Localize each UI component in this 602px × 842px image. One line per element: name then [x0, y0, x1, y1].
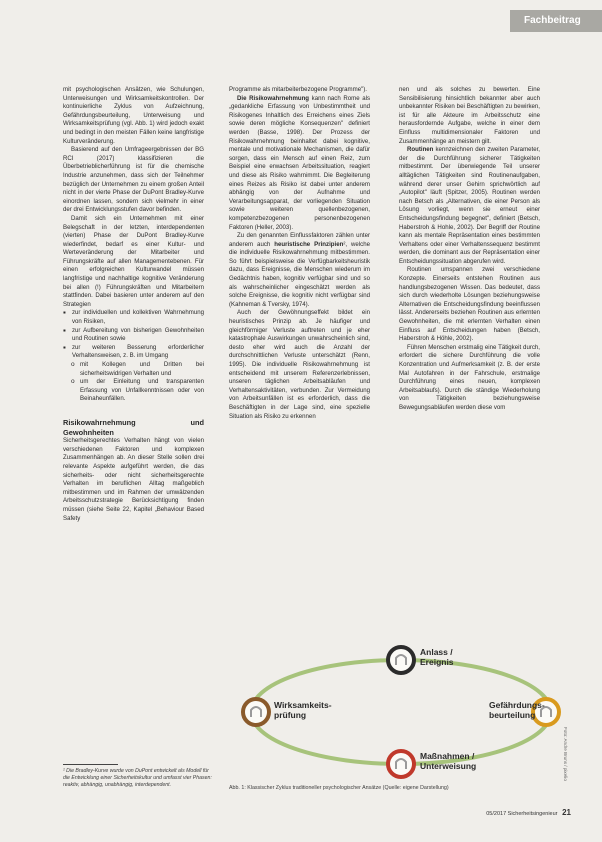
- cycle-node: [388, 751, 476, 777]
- col2-paragraph-2: [229, 95, 370, 233]
- col1-paragraph-1: mit psychologischen Ansätzen, wie Schulungen, Unterweisungen und Wirksamkeitskontrollen. Der kontinuierliche Zyklus von Aufzeichnung, Gefährdungsbeurteilung, Unterweisung und Wirksamkeitsprüfung (vgl. Abb. 1) wird jedoch exakt und bedingt in den meisten Fällen keine langfristige Kulturveränderung.: [63, 86, 204, 145]
- photo-credit: Foto: Andre Bruns / pixelio: [563, 727, 568, 781]
- column-3: [399, 86, 540, 413]
- column-2: [229, 86, 370, 421]
- section-heading: Risikowahrnehmung und Gewohnheiten: [63, 417, 204, 437]
- footnote-rule: [63, 764, 118, 765]
- section-tab: Fachbeitrag: [510, 10, 602, 32]
- sub-bullet-item: o um der Einleitung und transparenten Erfassung von Unfallkenntnissen oder von Beinaheunfällen.: [63, 378, 204, 404]
- col1-paragraph-3: Damit sich ein Unternehmen mit einer Belegschaft in der letzten, interdependenten (vierten) Phase der DuPont Bradley-Kurve wiederfindet, bedarf es einer Kultur- und Werteveränderung der Mitarbeiter und Führungskräfte auf allen Managementebenen. Für einen erfolgreichen Kulturwandel müssen langfristige und nachhaltige kognitive Veränderung bei allen (!) Führungskräften und Mitarbeitern stattfinden. Dabei basieren unter anderem auf den Strategien: [63, 214, 204, 308]
- cycle-node-circle: [388, 751, 414, 777]
- cycle-node-label: Unterweisung: [420, 761, 477, 771]
- cycle-node-label: Gefährdungs-: [489, 700, 545, 710]
- cycle-node: [489, 699, 559, 725]
- cycle-node-circle: [243, 699, 269, 725]
- col2-paragraph-3-text: ², welche die individuelle Risikowahrnehmung mitbestimmen. So führt beispielsweise die Verfügbarkeitsheuristik dazu, dass Ereignisse, die Menschen wiederum im Gedächtnis haben, kognitiv verfügbar sind und so als wahrscheinlicher eingeschätzt werden als solche Ereignisse, die kognitiv nicht verfügbar sind (Kahneman & Tversky, 1974).: [229, 240, 371, 308]
- col2-paragraph-3: [229, 232, 370, 309]
- cycle-node-label: prüfung: [274, 710, 307, 720]
- figure-caption: Abb. 1: Klassischer Zyklus traditioneller psychologischer Ansätze (Quelle: eigene Darstellung): [229, 785, 449, 791]
- col3-paragraph-2: [399, 146, 540, 266]
- col3-paragraph-3: Routinen umspannen zwei verschiedene Konzepte. Einerseits entstehen Routinen aus handlungsbezogenen Wissen. Das bedeutet, dass sich durch wiederholte Lösungen beziehungsweise Alternativen die Entscheidungsfindung beeinflussen lässt. Andererseits beziehen Routinen aus erlernten Gewohnheiten, die mit erlernten Verhalten einen Einfluss auf Entscheidungen haben (Betsch, Haberstroh & Höhle, 2002).: [399, 266, 540, 343]
- footnote: ¹ Die Bradley-Kurve wurde von DuPont entwickelt als Modell für die Entwicklung einer Sicherheitskultur und umfasst vier Phasen: reaktiv, abhängig, unabhängig, interdependent.: [63, 768, 212, 788]
- cycle-node-label: Ereignis: [420, 657, 454, 667]
- column-1: [63, 86, 204, 523]
- page-number: 21: [562, 808, 571, 817]
- col1-paragraph-4: Sicherheitsgerechtes Verhalten hängt von vielen verschiedenen Faktoren und komplexen Zusammenhängen ab. An dieser Stelle sollen drei relevante Aspekte aufgeführt werden, die das sicherheits- oder nicht sicherheitsgerechte Verhalten im beruflichen Alltag maßgeblich mitbestimmen und im Rahmen der umwälzenden Arbeitsschutzstrategie Berücksichtigung finden müssen (siehe Seite 22, Kapitel „Behaviour Based Safety: [63, 437, 204, 522]
- col2-paragraph-3-pre: Zu den genannten Einflussfaktoren zählen unter anderem auch: [229, 232, 370, 248]
- term-risikowahrnehmung: Die Risikowahrnehmung: [237, 94, 310, 102]
- col2-paragraph-2-text: kann nach Rome als „gedankliche Erfassung von Unbestimmtheit und Risikogenes Inhaltlich des Erreichens eines Ziels sowie deren mögliche Konsequenzen" definiert werden (Basse, 1998). Der Prozess der Risikowahrnehmung beinhaltet dabei kognitive, mentale und motivationale Mechanismen, die dafür sorgen, dass ein Mensch auf einen Reiz, zum Beispiel eine erwachsen Arbeitssituation, reagiert und diese als Risiko wahrnimmt. Die Begleiterung eines Reizes als Risiko ist dabei unter anderem abhängig von der Aufnahme und Verarbeitungsapparat, der vorliegenden Situation sowie weiteren quellenbezogenen, kompetenzbezogenen personenbezogenen Faktoren (Heller, 2003).: [229, 94, 371, 231]
- col3-paragraph-1: nen und als solches zu bewerten. Eine Sensibilisierung hinsichtlich bekannter aber auch unbekannter Risiken bei Beschäftigten zu bewirken, ist für alle Akteure im Arbeitsschutz eine herausfordernde Aufgabe, welche in einer dem Einfluss multidimensionaler Faktoren und Zusammenhänge an meistern gilt.: [399, 86, 540, 145]
- cycle-node-circle: [388, 647, 414, 673]
- col2-paragraph-4: Auch der Gewöhnungseffekt bildet ein heuristisches Prinzip ab. Je häufiger und gleichförmiger Verluste auftreten und je eher katastrophale Auswirkungen unwahrscheinlich sind, desto eher wird auch die Anzahl der durchschnittlichen Verluste unterschätzt (Renn, 1995). Die individuelle Risikowahrnehmung ist entscheidend mit unserem Referenzerlebnissen, unseren täglichen Arbeitsabläufen und Verhaltensaktivitäten, verbunden. Zur Vermeidung von Arbeitsunfällen ist es erforderlich, dass die Beschäftigten in der Lage sind, eine spezielle Situation als Risiko zu erkennen: [229, 309, 370, 420]
- cycle-node-label: Anlass /: [420, 647, 453, 657]
- term-routinen: Routinen: [407, 146, 434, 154]
- bullet-list: [63, 309, 204, 404]
- col1-paragraph-2: Basierend auf den Umfrageergebnissen der BG RCI (2017) klassifizieren die Überbetrieblicherführung ist für die chemische Industrie anzunehmen, dass sich der Teilnehmer bezüglich der Unternehmen zu einem großen Anteil nicht in der vierte Phase der DuPont Bradley-Kurve einordnen lassen, sondern sich vielmehr in einer der drei Entwicklungsstufen davor befinden.: [63, 146, 204, 214]
- col3-paragraph-2-text: kennzeichnen den zweiten Parameter, der die Durchführung sicherer Tätigkeiten mitbestimmt. Der überwiegende Teil unserer alltäglichen Tätigkeiten sind Routinenaufgaben, während derer unser Gehirn sprichwörtlich auf „Autopilot" läuft (Spitzer, 2005). Routinen werden nach Betsch als „Alternativen, die einer Person als Lösung vorliegt, wenn sie erneut einer Entscheidungsfindung begegnet", definiert (Betsch, Haberstroh & Hohle, 2002). Der Begriff der Routine kann als mentale Repräsentation eines bestimmten Verhaltens oder einer Verhaltenssequenz bestimmt werden, die dominant aus der Repräsentation einer Entscheidungssituation abgerufen wird.: [399, 146, 540, 265]
- col3-paragraph-4: Führen Menschen erstmalig eine Tätigkeit durch, erfordert die sichere Durchführung die volle Konzentration und Aufmerksamkeit (z. B. der erste Mal Autofahren in der Fahrschule, erstmalige Durchführung eines neuen, komplexen Arbeitsablaufs). Durch die ständige Wiederholung von Tätigkeiten beziehungsweise Bewegungsabläufen werden diese vom: [399, 343, 540, 411]
- journal-name: 05/2017 Sicherheitsingenieur: [486, 811, 558, 817]
- page-footer: [486, 808, 571, 817]
- cycle-diagram: [226, 642, 572, 782]
- bullet-item: ▪ zur weiteren Besserung erforderlicher Verhaltensweisen, z. B. im Umgang: [63, 344, 204, 361]
- col2-paragraph-1: Programme als mitarbeiterbezogene Programme").: [229, 86, 367, 93]
- bullet-item: ▪ zur Aufbereitung von bisherigen Gewohnheiten und Routinen sowie: [63, 327, 204, 344]
- sub-bullet-item: o mit Kollegen und Dritten bei sicherheitswidrigen Verhalten und: [63, 361, 204, 378]
- term-heuristische-prinzipien: heuristische Prinzipien: [274, 240, 344, 248]
- cycle-node-label: beurteilung: [489, 710, 536, 720]
- cycle-node-label: Wirksamkeits-: [274, 700, 332, 710]
- bullet-item: ▪ zur individuellen und kollektiven Wahrnehmung von Risiken,: [63, 309, 204, 326]
- cycle-node: [388, 647, 454, 673]
- cycle-node-label: Maßnahmen /: [420, 751, 475, 761]
- cycle-node: [243, 699, 332, 725]
